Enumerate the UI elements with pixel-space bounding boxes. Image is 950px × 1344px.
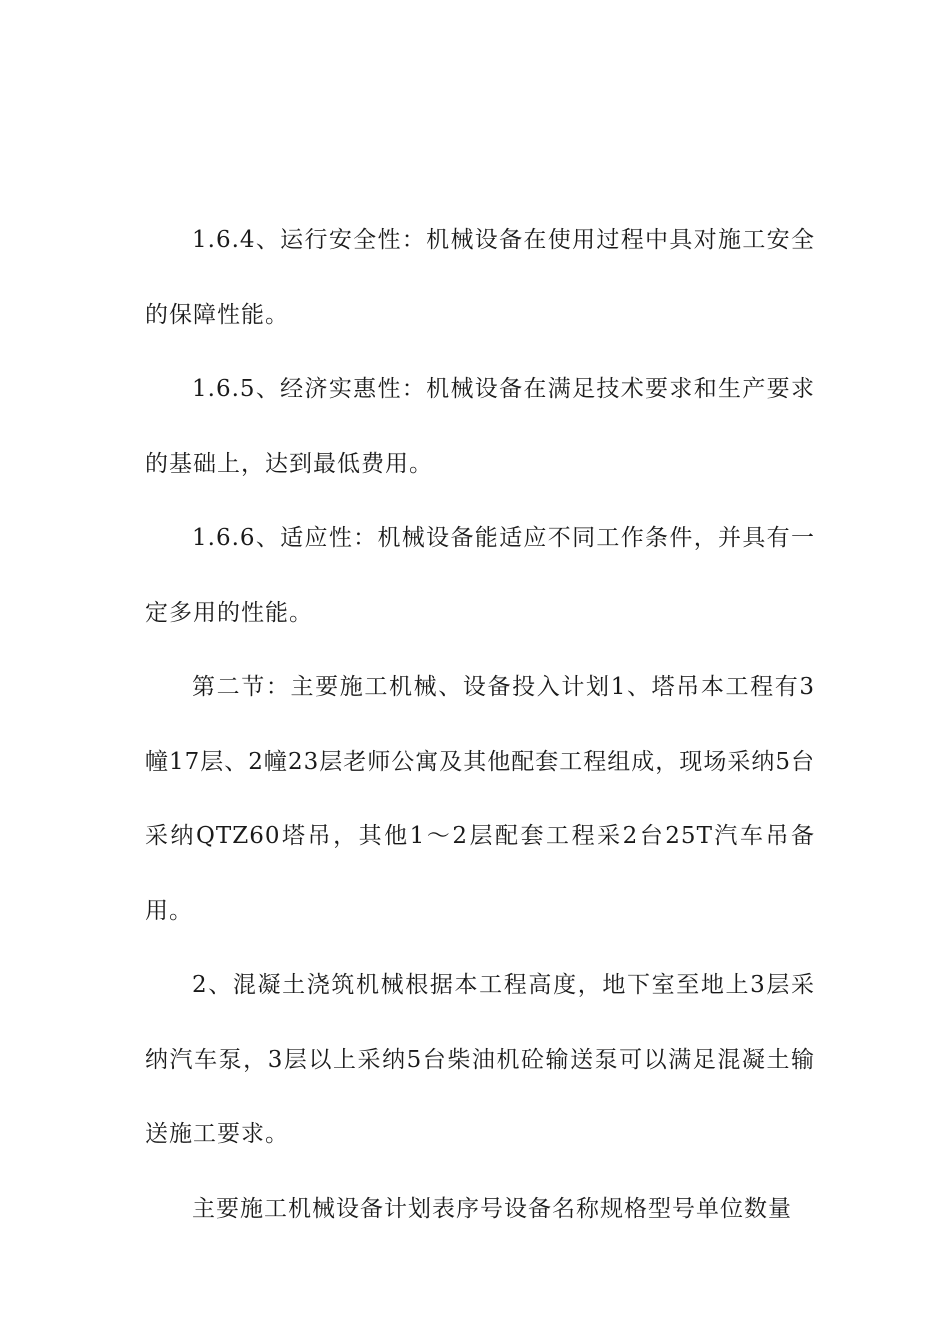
paragraph-operational-safety: 1.6.4、运行安全性：机械设备在使用过程中具对施工安全的保障性能。: [145, 227, 815, 328]
paragraph-concrete-pouring: 2、混凝土浇筑机械根据本工程高度，地下室至地上3层采纳汽车泵，3层以上采纳5台柴油机砼输送泵可以满足混凝土输送施工要求。: [145, 972, 815, 1147]
document-body: [145, 203, 815, 1246]
paragraph-adaptability: 1.6.6、适应性：机械设备能适应不同工作条件，并具有一定多用的性能。: [145, 525, 815, 626]
paragraph-equipment-table-header: 主要施工机械设备计划表序号设备名称规格型号单位数量: [192, 1195, 792, 1222]
paragraph-section-two-tower-crane: 第二节：主要施工机械、设备投入计划1、塔吊本工程有3幢17层、2幢23层老师公寓及其他配套工程组成，现场采纳5台采纳QTZ60塔吊，其他1～2层配套工程采2台25T汽车吊备用。: [145, 674, 815, 924]
paragraph-economic-efficiency: 1.6.5、经济实惠性：机械设备在满足技术要求和生产要求的基础上，达到最低费用。: [145, 376, 815, 477]
